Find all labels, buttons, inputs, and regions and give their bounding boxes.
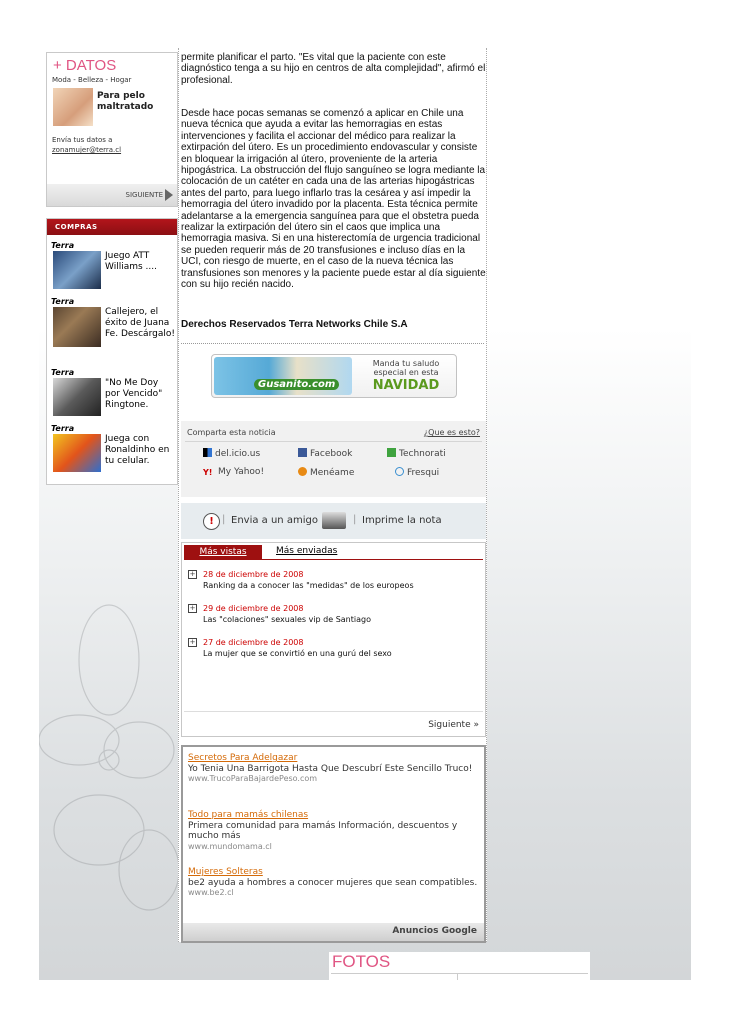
ad-url[interactable]: www.TrucoParaBajardePeso.com <box>188 774 318 783</box>
yahoo-icon: Y! <box>203 468 213 477</box>
compras-item-text[interactable]: Callejero, el éxito de Juana Fe. Descárgalo! <box>105 307 175 339</box>
compras-header: COMPRAS <box>47 219 177 235</box>
divider <box>331 973 588 974</box>
share-box <box>181 421 486 497</box>
flower-decoration <box>39 600 181 930</box>
technorati-icon <box>387 448 396 457</box>
ad-description: Primera comunidad para mamás Información, descuentos y mucho más <box>188 820 458 841</box>
datos-subtitle: Moda - Belleza - Hogar <box>52 76 132 84</box>
send-friend-link[interactable]: Envia a un amigo <box>231 515 318 526</box>
datos-feature-link[interactable]: Para pelo maltratado <box>97 91 154 112</box>
what-is-this-link[interactable]: ¿Que es esto? <box>423 428 480 437</box>
expand-icon[interactable]: + <box>189 638 196 646</box>
share-fresqui[interactable] <box>395 467 439 478</box>
ad-description: Yo Tenia Una Barrigota Hasta Que Descubrí Este Sencillo Truco! <box>188 763 473 774</box>
fotos-title: FOTOS <box>332 952 391 971</box>
compras-item-image[interactable] <box>53 307 101 347</box>
google-ads-box <box>181 745 486 943</box>
ad-description: be2 ayuda a hombres a conocer mujeres que sean compatibles. <box>188 877 478 888</box>
compras-item-brand: Terra <box>51 368 75 377</box>
compras-item-text[interactable]: Juega con Ronaldinho en tu celular. <box>105 434 170 466</box>
divider <box>185 441 482 442</box>
datos-email-link[interactable]: zonamujer@terra.cl <box>52 146 122 154</box>
ad-url[interactable]: www.be2.cl <box>188 888 234 897</box>
datos-photo[interactable] <box>53 88 93 126</box>
ad-title[interactable]: Mujeres Solteras <box>188 867 263 877</box>
tab-mas-enviadas[interactable]: Más enviadas <box>276 546 338 556</box>
copyright-text: Derechos Reservados Terra Networks Chile S.A <box>181 319 408 330</box>
news-tabs <box>181 542 486 737</box>
ads-google-label[interactable]: Anuncios Google <box>392 926 477 936</box>
compras-item-brand: Terra <box>51 241 75 250</box>
share-meneame[interactable] <box>298 467 354 478</box>
ad-item[interactable] <box>188 867 478 899</box>
compras-item-text[interactable]: "No Me Doy por Vencido" Ringtone. <box>105 378 163 410</box>
separator: | <box>222 514 226 525</box>
share-label: Comparta esta noticia <box>187 428 276 437</box>
next-arrow-icon[interactable] <box>165 189 173 201</box>
expand-icon[interactable]: + <box>189 570 196 578</box>
fotos-box <box>329 952 590 980</box>
meneame-icon <box>298 467 307 476</box>
next-link[interactable]: Siguiente » <box>428 720 479 730</box>
ad-title[interactable]: Secretos Para Adelgazar <box>188 753 298 763</box>
share-link-label: Menéame <box>310 468 355 478</box>
banner-image[interactable] <box>214 357 352 395</box>
ad-item[interactable] <box>188 810 478 852</box>
facebook-icon <box>298 448 307 457</box>
banner-line2: NAVIDAD <box>372 378 440 393</box>
share-facebook[interactable] <box>298 448 352 459</box>
datos-send-text <box>52 135 121 155</box>
compras-item[interactable] <box>51 424 175 466</box>
expand-icon[interactable]: + <box>189 604 196 612</box>
share-delicious[interactable] <box>203 448 260 459</box>
gusanito-banner[interactable] <box>211 354 457 398</box>
separator: | <box>353 514 357 525</box>
compras-item-image[interactable] <box>53 251 101 289</box>
compras-item-brand: Terra <box>51 424 75 433</box>
divider <box>457 973 458 980</box>
datos-next-link[interactable]: SIGUIENTE <box>125 191 163 199</box>
share-technorati[interactable] <box>387 448 446 459</box>
compras-item-image[interactable] <box>53 378 101 416</box>
printer-icon[interactable] <box>322 512 346 529</box>
share-link-label: Technorati <box>399 449 446 459</box>
compras-item[interactable] <box>51 368 175 410</box>
ad-title[interactable]: Todo para mamás chilenas <box>188 810 309 820</box>
datos-footer <box>47 184 177 206</box>
banner-brand: Gusanito.com <box>254 379 339 390</box>
news-headline[interactable]: Las "colaciones" sexuales vip de Santiago <box>203 615 371 624</box>
ads-footer <box>183 923 484 941</box>
compras-item-text[interactable]: Juego ATT Williams .... <box>105 251 157 272</box>
fresqui-icon <box>395 467 404 476</box>
divider <box>181 343 484 344</box>
compras-item-image[interactable] <box>53 434 101 472</box>
news-date: 29 de diciembre de 2008 <box>203 604 304 613</box>
datos-box <box>46 52 178 207</box>
banner-line1: Manda tu saludo especial en esta <box>372 359 440 377</box>
news-date: 27 de diciembre de 2008 <box>203 638 304 647</box>
ad-item[interactable] <box>188 753 478 785</box>
tab-mas-vistas[interactable]: Más vistas <box>184 545 262 559</box>
print-link[interactable]: Imprime la nota <box>362 515 442 526</box>
share-myyahoo[interactable] <box>203 467 264 477</box>
divider <box>184 711 483 712</box>
news-headline[interactable]: Ranking da a conocer las "medidas" de los europeos <box>203 581 414 590</box>
delicious-icon <box>203 448 212 457</box>
share-link-label: My Yahoo! <box>218 467 265 477</box>
compras-item[interactable] <box>51 241 175 272</box>
tab-underline <box>184 559 483 560</box>
actions-bar <box>181 503 486 539</box>
datos-title: + DATOS <box>53 57 117 74</box>
compras-item[interactable] <box>51 297 175 339</box>
article-paragraph: Desde hace pocas semanas se comenzó a aplicar en Chile una nueva técnica que ayuda a evitar las hemorragias en estas intervenciones y facilita el accionar del médico para realizar la extirpación del útero. Es un procedimiento endovascular y consiste en bloquear la irrigación al útero, proveniente de la arteria hipogástrica. La obstrucción del flujo sanguíneo se logra mediante la colocación de un catéter en cada una de las arterias hipogástricas antes del parto, para luego inflarlo tras la cesárea y así impedir la hemorragia del útero invadido por la placenta. Esta técnica permite adelantarse a la emergencia sanguínea para que el obstetra pueda realizar la extirpación del útero sin el caos que implica una hemorragia masiva. Si en una histerectomía de urgencia tradicional se pueden requerir más de 20 transfusiones e incluso días en la UCI, con riesgo de muerte, en el caso de la nueva técnica las transfusiones son menores y la paciente puede estar al día siguiente con su hijo recién nacido. <box>181 108 486 291</box>
share-link-label: del.icio.us <box>215 449 261 459</box>
news-date: 28 de diciembre de 2008 <box>203 570 304 579</box>
compras-item-brand: Terra <box>51 297 75 306</box>
article-paragraph: permite planificar el parto. "Es vital que la paciente con este diagnóstico tenga a su hijo en centros de alta complejidad", afirmó el profesional. <box>181 52 486 86</box>
ad-url[interactable]: www.mundomama.cl <box>188 841 272 851</box>
send-friend-icon[interactable]: ! <box>203 513 220 530</box>
datos-send-label: Envía tus datos a <box>52 136 113 144</box>
share-link-label: Facebook <box>310 449 353 459</box>
compras-box <box>46 218 178 485</box>
share-link-label: Fresqui <box>407 468 440 478</box>
news-headline[interactable]: La mujer que se convirtió en una gurú del sexo <box>203 649 392 658</box>
